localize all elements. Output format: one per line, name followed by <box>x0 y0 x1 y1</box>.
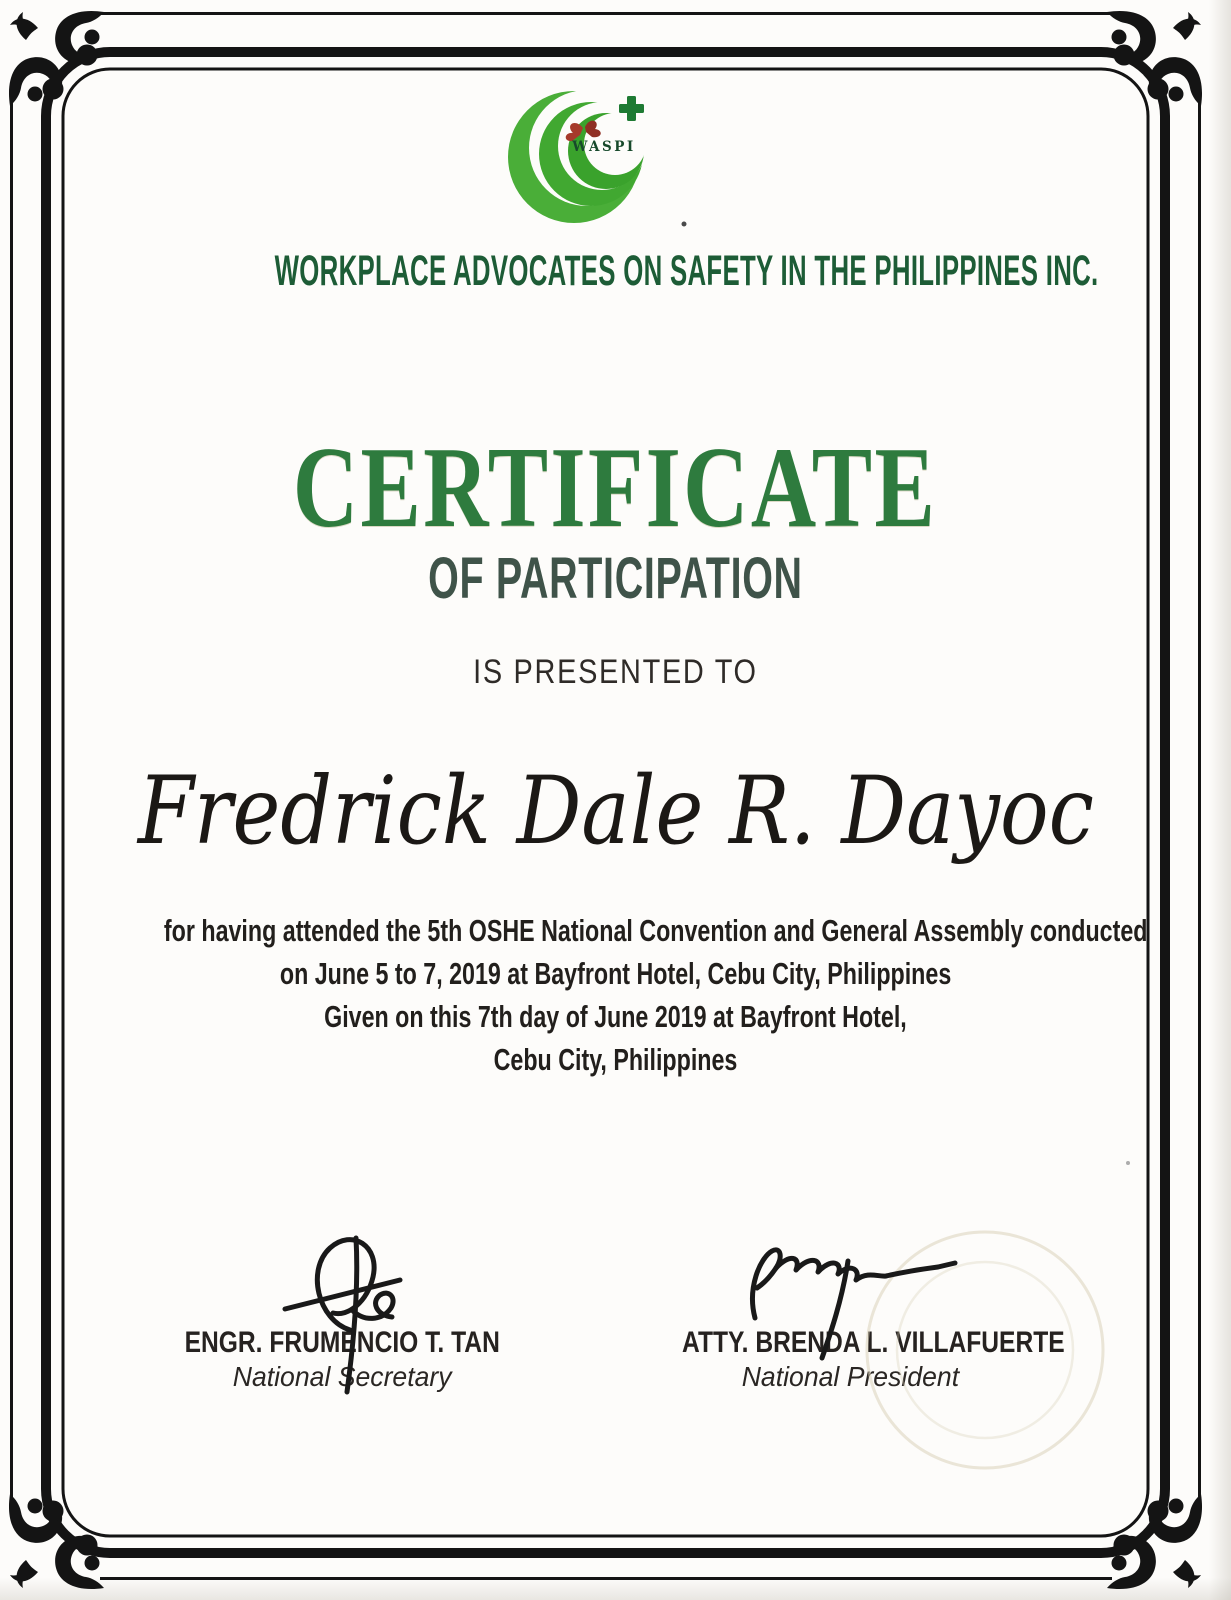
organization-name-row <box>0 247 1231 295</box>
waspi-acronym: WASPI <box>572 139 636 155</box>
corner-ornament-top-right <box>1107 11 1202 106</box>
signatory-right <box>640 1326 1065 1392</box>
attendance-paragraph <box>0 912 1231 998</box>
given-paragraph <box>0 998 1231 1084</box>
recipient-name: Fredrick Dale R. Dayoc <box>137 757 1094 866</box>
signatory-left <box>132 1326 552 1392</box>
scan-artifact-speck <box>1126 1161 1130 1165</box>
recipient-name-row <box>0 757 1231 866</box>
presented-to-label: IS PRESENTED TO <box>473 653 758 691</box>
attendance-line-2: on June 5 to 7, 2019 at Bayfront Hotel, Cebu City, Philippines <box>279 956 952 991</box>
signatory-right-title: National President <box>741 1361 959 1392</box>
organization-name: WORKPLACE ADVOCATES ON SAFETY IN THE PHILIPPINES INC. <box>274 247 1099 295</box>
waspi-logo <box>503 88 689 224</box>
signatory-left-title: National Secretary <box>232 1361 452 1392</box>
certificate-title-row <box>0 424 1231 552</box>
signatory-left-name: ENGR. FRUMENCIO T. TAN <box>184 1326 500 1359</box>
signatory-right-name: ATTY. BRENDA L. VILLAFUERTE <box>681 1326 1065 1359</box>
certificate-subtitle-row <box>0 546 1231 611</box>
corner-ornament-top-left <box>9 11 104 106</box>
corner-ornament-bottom-right <box>1107 1494 1202 1589</box>
corner-ornament-bottom-left <box>9 1494 104 1589</box>
attendance-line-1: for having attended the 5th OSHE National Convention and General Assembly conducted <box>163 913 1148 948</box>
certificate-title: CERTIFICATE <box>293 424 938 552</box>
certificate-subtitle: OF PARTICIPATION <box>428 546 803 611</box>
given-line-1: Given on this 7th day of June 2019 at Bayfront Hotel, <box>324 999 907 1034</box>
given-line-2: Cebu City, Philippines <box>493 1042 738 1077</box>
presented-to-row <box>0 655 1231 689</box>
